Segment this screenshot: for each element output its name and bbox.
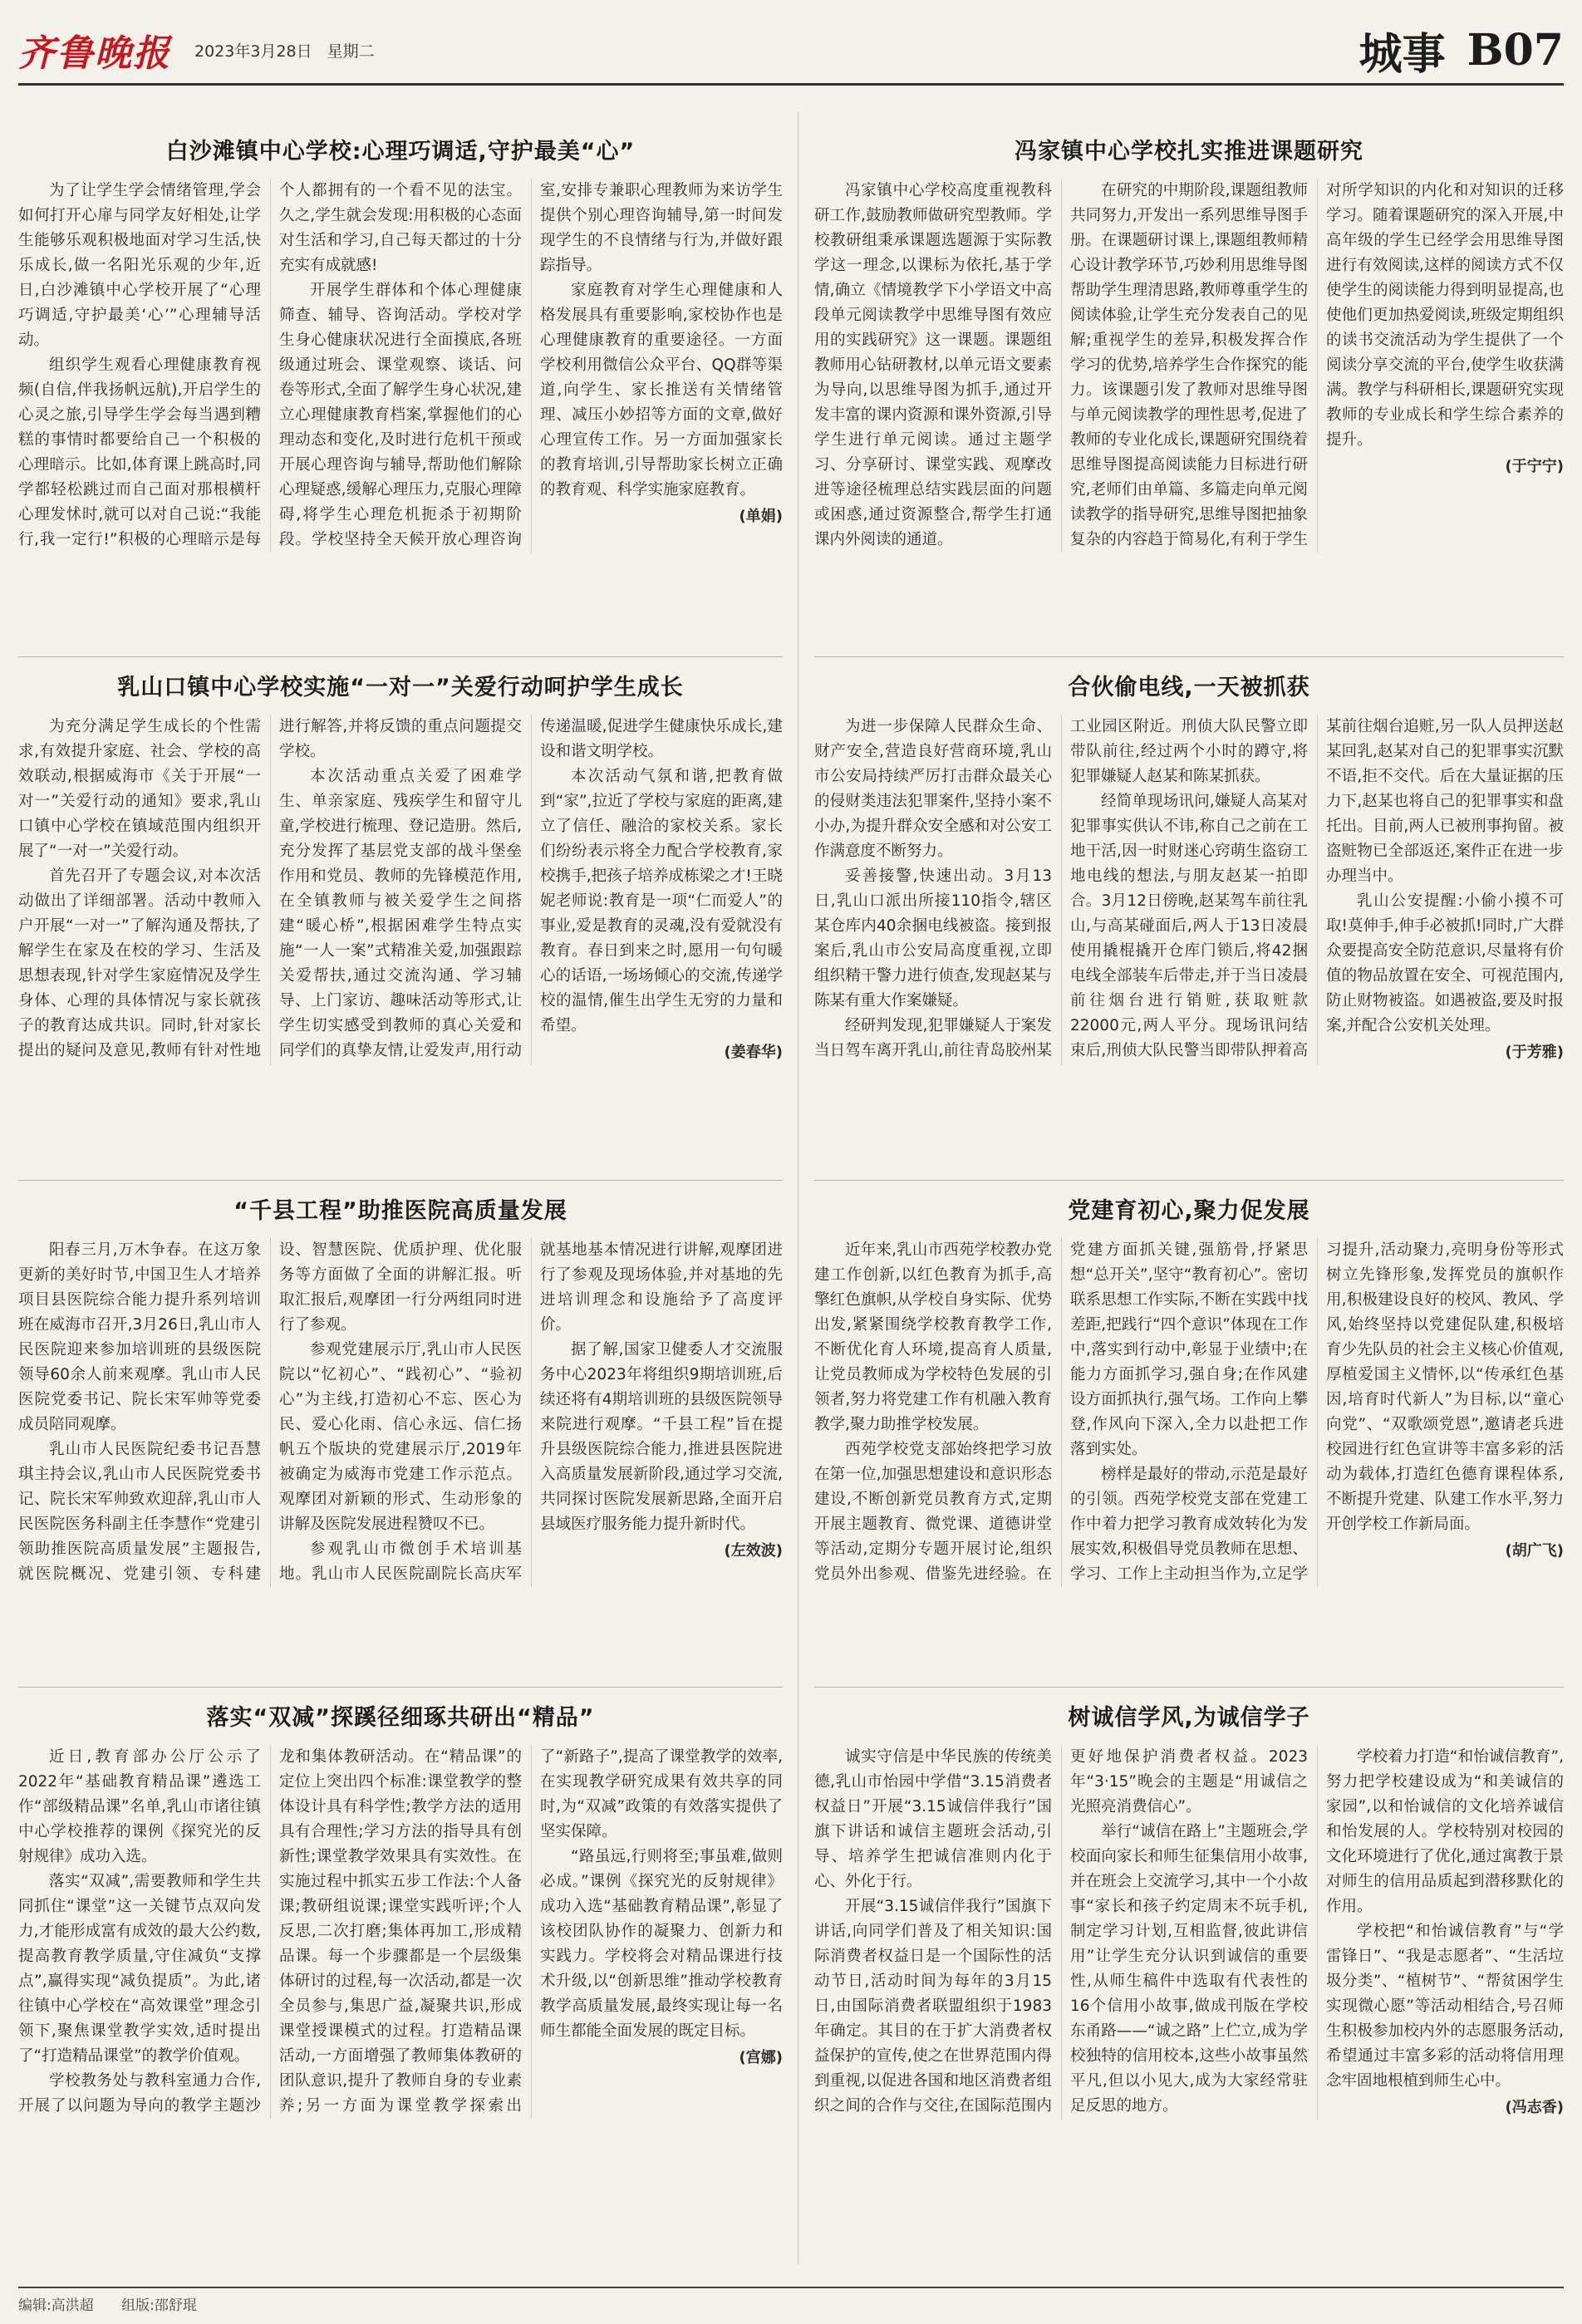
paragraph: 本次活动重点关爱了困难学生、单亲家庭、残疾学生和留守儿童,学校进行梳理、登记造册。然后,充分发挥了基层党支部的战斗堡垒作用和党员、教师的先锋模范作用,在全镇教师与被关爱学生之间搭建“暖心桥”,根据困难学生特点实施“一人一案”式精准关爱,加强跟踪关爱帮扶,通过交流沟通、学习辅导、上门家访、趣味活动等形式,让学生切实感受到教师的真心关爱和同学们的真挚友情,让爱发声,用行动传递温暖,促进学生健康快乐成长,建设和谐文明学校。 bbox=[279, 718, 783, 1059]
article-body bbox=[814, 179, 1564, 553]
paragraph: 学校教务处与教科室通力合作,开展了以问题为导向的教学主题沙龙和集体教研活动。在“精品课”的定位上突出四个标准:课堂教学的整体设计具有科学性;教学方法的适用具有合理性;学习方法的指导具有创新性;课堂教学效果具有实效性。在实施过程中抓实五步工作法:个人备课;教研组说课;课堂实践听评;个人反思,二次打磨;集体再加工,形成精品课。每一个步骤都是一个层级集体研讨的过程,每一次活动,都是一次全员参与,集思广益,凝聚共识,形成课堂授课模式的过程。打造精品课活动,一方面增强了教师集体教研的团队意识,提升了教师自身的专业素养;另一方面为课堂教学探索出了“新路子”,提高了课堂教学的效率,在实现教学研究成果有效共享的同时,为“双减”政策的有效落实提供了坚实保障。 bbox=[18, 1748, 783, 2115]
paragraph: 妥善接警,快速出动。3月13日,乳山口派出所接110指令,辖区某仓库内40余捆电线被盗。接到报案后,乳山市公安局高度重视,立即组织精干警力进行侦查,发现赵某与陈某有重大作案嫌疑。 bbox=[814, 867, 1052, 1010]
section-title: 城事 bbox=[1358, 28, 1446, 80]
divider bbox=[814, 1180, 1564, 1181]
divider bbox=[18, 1180, 783, 1181]
article-dangjian bbox=[814, 1192, 1564, 1674]
paragraph: 为了让学生学会情绪管理,学会如何打开心扉与同学友好相处,让学生能够乐观积极地面对学习生活,快乐成长,做一名阳光乐观的少年,近日,白沙滩镇中心学校开展了“心理巧调适,守护最美‘心’”心理辅导活动。 bbox=[18, 182, 261, 349]
article-body bbox=[18, 715, 783, 1065]
article-title: 白沙滩镇中心学校:心理巧调适,守护最美“心” bbox=[165, 139, 636, 165]
byline: (冯志香) bbox=[1505, 2099, 1564, 2116]
editor-credit: 编辑:高洪超 bbox=[18, 2297, 94, 2314]
paragraph: 乳山公安提醒:小偷小摸不可取!莫伸手,伸手必被抓!同时,广大群众要提高安全防范意识,尽量将有价值的物品放置在安全、可视范围内,防止财物被盗。如遇被盗,要及时报案,并配合公安机关处理。 bbox=[1326, 892, 1564, 1034]
article-title: 乳山口镇中心学校实施“一对一”关爱行动呵护学生成长 bbox=[117, 675, 684, 700]
paragraph: 乳山市人民医院纪委书记吾慧琪主持会议,乳山市人民医院党委书记、院长宋军帅致欢迎辞,乳山市人民医院医务科副主任李慧作“党建引领助推医院高质量发展”主题报告,就医院概况、党建引领、专科建设、智慧医院、优质护理、优化服务等方面做了全面的讲解汇报。听取汇报后,观摩团一行分两组同时进行了参观。 bbox=[18, 1241, 522, 1583]
article-body bbox=[814, 715, 1564, 1065]
byline: (于芳雅) bbox=[1505, 1044, 1564, 1061]
article-title: 党建育初心,聚力促发展 bbox=[1068, 1198, 1310, 1224]
paragraph: 西苑学校党支部始终把学习放在第一位,加强思想建设和意识形态建设,不断创新党员教育方式,定期开展主题教育、微党课、道德讲堂等活动,定期分专题开展讨论,组织党员外出参观、借鉴先进经验。在党建方面抓关键,强筋骨,抒紧思想“总开关”,坚守“教育初心”。密切联系思想工作实际,不断在实践中找差距,把践行“四个意识”体现在工作中,落实到行动中,彰显于业绩中;在能力方面抓学习,强自身;在作风建设方面抓执行,强气场。工作向上攀登,作风向下深入,全力以赴把工作落到实处。 bbox=[814, 1241, 1308, 1583]
article-body bbox=[814, 1238, 1564, 1587]
article-title: 合伙偷电线,一天被抓获 bbox=[1068, 675, 1310, 700]
paragraph: 参观党建展示厅,乳山市人民医院以“忆初心”、“践初心”、“验初心”为主线,打造初心不忘、医心为民、爱心化雨、信心永远、信仁扬帆五个版块的党建展示厅,2019年被确定为威海市党建工作示范点。观摩团对新颖的形式、生动形象的讲解及医院发展进程赞叹不已。 bbox=[279, 1341, 522, 1533]
byline: (胡广飞) bbox=[1505, 1542, 1564, 1560]
byline: (左效波) bbox=[724, 1542, 783, 1560]
article-rushankou bbox=[18, 669, 783, 1167]
paragraph: 阳春三月,万木争春。在这万象更新的美好时节,中国卫生人才培养项目县医院综合能力提升系列培训班在威海市召开,3月26日,乳山市人民医院迎来参加培训班的县级医院领导60余人前来观摩。乳山市人民医院党委书记、院长宋军帅等党委成员陪同观摩。 bbox=[18, 1241, 261, 1433]
paragraph: 开展学生群体和个体心理健康筛查、辅导、咨询活动。学校对学生身心健康状况进行全面摸底,各班级通过班会、课堂观察、谈话、问卷等形式,全面了解学生身心状况,建立心理健康教育档案,掌握他们的心理动态和变化,及时进行危机干预或开展心理咨询与辅导,帮助他们解除心理疑惑,缓解心理压力,克服心理障碍,将学生心理危机扼杀于初期阶段。学校坚持全天候开放心理咨询室,安排专兼职心理教师为来访学生提供个别心理咨询辅导,第一时间发现学生的不良情绪与行为,并做好跟踪指导。 bbox=[279, 182, 783, 548]
paragraph: 开展“3.15诚信伴我行”国旗下讲话,向同学们普及了相关知识:国际消费者权益日是一个国际性的活动节日,活动时间为每年的3月15日,由国际消费者联盟组织于1983年确定。其目的在于扩大消费者权益保护的宣传,使之在世界范围内得到重视,以促进各国和地区消费者组织之间的合作与交往,在国际范围内更好地保护消费者权益。2023年“3·15”晚会的主题是“用诚信之光照亮消费信心”。 bbox=[814, 1748, 1308, 2115]
paragraph: 举行“诚信在路上”主题班会,学校面向家长和师生征集信用小故事,并在班会上交流学习,其中一个小故事“家长和孩子约定周末不玩手机,制定学习计划,互相监督,彼此讲信用”让学生充分认识到诚信的重要性,从师生稿件中选取有代表性的16个信用小故事,做成刊版在学校东甬路——“诚之路”上伫立,成为学校独特的信用校本,这些小故事虽然平凡,但以小见大,成为大家经常驻足反思的地方。 bbox=[1070, 1823, 1308, 2115]
paragraph: 榜样是最好的带动,示范是最好的引领。西苑学校党支部在党建工作中着力把学习教育成效转化为发展实效,积极倡导党员教师在思想、学习、工作上主动担当作为,立足学习提升,活动聚力,亮明身份等形式树立先锋形象,发挥党员的旗帜作用,积极建设良好的校风、教风、学风,始终坚持以党建促队建,积极培育少先队员的社会主义核心价值观,厚植爱国主义情怀,以“传承红色基因,培育时代新人”为目标,以“童心向党”、“双歌颂党恩”,邀请老兵进校园进行红色宣讲等丰富多彩的活动为载体,打造红色德育课程体系,不断提升党建、队建工作水平,努力开创学校工作新局面。 bbox=[1070, 1241, 1564, 1583]
paragraph: 诚实守信是中华民族的传统美德,乳山市怡园中学借“3.15消费者权益日”开展“3.15诚信伴我行”国旗下讲话和诚信主题班会活动,引导、培养学生把诚信准则内化于心、外化于行。 bbox=[814, 1748, 1052, 1890]
byline: (于宁宁) bbox=[1505, 458, 1564, 475]
byline: (宫娜) bbox=[739, 2049, 783, 2066]
paragraph: 为充分满足学生成长的个性需求,有效提升家庭、社会、学校的高效联动,根据威海市《关于开展“一对一”关爱行动的通知》要求,乳山口镇中心学校在镇域范围内组织开展了“一对一”关爱行动。 bbox=[18, 718, 261, 860]
page-number: B07 bbox=[1467, 24, 1564, 76]
divider bbox=[18, 656, 783, 657]
article-title: “千县工程”助推医院高质量发展 bbox=[233, 1198, 567, 1224]
article-body bbox=[814, 1745, 1564, 2120]
article-body bbox=[18, 1238, 783, 1587]
paragraph: 在研究的中期阶段,课题组教师共同努力,开发出一系列思维导图手册。在课题研讨课上,课题组教师精心设计教学环节,巧妙利用思维导图帮助学生理清思路,教师尊重学生的阅读体验,让学生充分发表自己的见解;重视学生的差异,积极发挥合作学习的优势,培养学生合作探究的能力。该课题引发了教师对思维导图与单元阅读教学的理性思考,促进了教师的专业化成长,课题研究围绕着思维导图提高阅读能力目标进行研究,老师们由单篇、多篇走向单元阅读教学的指导研究,思维导图把抽象复杂的内容趋于简易化,有利于学生对所学知识的内化和对知识的迁移学习。随着课题研究的深入开展,中高年级的学生已经学会用思维导图进行有效阅读,这样的阅读方式不仅使学生的阅读能力得到明显提高,也使他们更加热爱阅读,班级定期组织的读书交流活动为学生提供了一个阅读分享交流的平台,使学生收获满满。教学与科研相长,课题研究实现教师的专业成长和学生综合素养的提升。 bbox=[1070, 182, 1564, 548]
paragraph: 参观乳山市微创手术培训基地。乳山市人民医院副院长高庆军就基地基本情况进行讲解,观摩团进行了参观及现场体验,并对基地的先进培训理念和设施给予了高度评价。 bbox=[279, 1241, 783, 1583]
paragraph: 组织学生观看心理健康教育视频(自信,伴我扬帆远航),开启学生的心灵之旅,引导学生学会每当遇到糟糕的事情时都要给自己一个积极的心理暗示。比如,体育课上跳高时,同学都轻松跳过而自己面对那根横杆心理发怵时,就可以对自己说:“我能行,我一定行!”积极的心理暗示是每个人都拥有的一个看不见的法宝。久之,学生就会发现:用积极的心态面对生活和学习,自己每天都过的十分充实有成就感! bbox=[18, 182, 522, 548]
paragraph: 为进一步保障人民群众生命、财产安全,营造良好营商环境,乳山市公安局持续严厉打击群众最关心的侵财类违法犯罪案件,坚持小案不小办,为提升群众安全感和对公安工作满意度不断努力。 bbox=[814, 718, 1052, 860]
byline: (单娟) bbox=[739, 508, 783, 525]
paragraph: 本次活动气氛和谐,把教育做到“家”,拉近了学校与家庭的距离,建立了信任、融洽的家校关系。家长们纷纷表示将全力配合学校教育,家校携手,把孩子培养成栋梁之才!王晓妮老师说:教育是一项“仁而爱人”的事业,爱是教育的灵魂,没有爱就没有教育。春日到来之时,愿用一句句暖心的话语,一场场倾心的交流,传递学校的温情,催生出学生无穷的力量和希望。 bbox=[540, 768, 783, 1034]
paragraph: 冯家镇中心学校高度重视教科研工作,鼓励教师做研究型教师。学校教研组秉承课题选题源于实际教学这一理念,以课标为依托,基于学情,确立《情境教学下小学语文中高段单元阅读教学中思维导图有效应用的实践研究》这一课题。课题组教师用心钻研教材,以单元语文要素为导向,以思维导图为抓手,通过开发丰富的课内资源和课外资源,引导学生进行单元阅读。通过主题学习、分享研讨、课堂实践、观摩改进等途径梳理总结实践层面的问题或困惑,通过资源整合,帮学生打通课内外阅读的通道。 bbox=[814, 182, 1052, 548]
article-shuangjian bbox=[18, 1699, 783, 2272]
paragraph: 近日,教育部办公厅公示了2022年“基础教育精品课”遴选工作“部级精品课”名单,乳山市诸往镇中心学校推荐的课例《探究光的反射规律》成功入选。 bbox=[18, 1748, 261, 1865]
issue-weekday: 星期二 bbox=[327, 42, 375, 61]
divider bbox=[814, 1687, 1564, 1688]
paragraph: 落实“双减”,需要教师和学生共同抓住“课堂”这一关键节点双向发力,才能形成富有成效的最大公约数,提高教育教学质量,守住减负“支撑点”,赢得实现“减负提质”。为此,诸往镇中心学校在“高效课堂”理念引领下,聚焦课堂教学实效,适时提出了“打造精品课堂”的教学价值观。 bbox=[18, 1873, 261, 2065]
article-chengxin bbox=[814, 1699, 1564, 2272]
article-qianxian bbox=[18, 1192, 783, 1674]
paragraph: 经简单现场讯问,嫌疑人高某对犯罪事实供认不讳,称自己之前在工地干活,因一时财迷心窍萌生盗窃工地电线的想法,与朋友赵某一拍即合。3月12日傍晚,赵某驾车前往乳山,与高某碰面后,两人于13日凌晨使用撬棍撬开仓库门锁后,将42捆电线全部装车后带走,并于当日凌晨前往烟台进行销赃,获取赃款22000元,两人平分。现场讯问结束后,刑侦大队民警当即带队押着高某前往烟台追赃,另一队人员押送赵某回乳,赵某对自己的犯罪事实沉默不语,拒不交代。后在大量证据的压力下,赵某也将自己的犯罪事实和盘托出。目前,两人已被刑事拘留。被盗赃物已全部返还,案件正在进一步办理当中。 bbox=[1070, 718, 1564, 1059]
paragraph: 据了解,国家卫健委人才交流服务中心2023年将组织9期培训班,后续还将有4期培训班的县级医院领导来院进行观摩。“千县工程”旨在提升县级医院综合能力,推进县医院进入高质量发展新阶段,通过学习交流,共同探讨医院发展新思路,全面开启县域医疗服务能力提升新时代。 bbox=[540, 1341, 783, 1533]
layout-credit: 组版:邵舒琨 bbox=[121, 2297, 197, 2314]
article-baishatan bbox=[18, 133, 783, 641]
paragraph: 家庭教育对学生心理健康和人格发展具有重要影响,家校协作也是心理健康教育的重要途径。一方面学校利用微信公众平台、QQ群等渠道,向学生、家长推送有关情绪管理、减压小妙招等方面的文章,做好心理宣传工作。另一方面加强家长的教育培训,引导帮助家长树立正确的教育观、科学实施家庭教育。 bbox=[540, 282, 783, 499]
article-title: 树诚信学风,为诚信学子 bbox=[1068, 1705, 1310, 1731]
issue-date: 2023年3月28日 bbox=[194, 42, 312, 61]
divider bbox=[814, 656, 1564, 657]
article-dianxian bbox=[814, 669, 1564, 1167]
paragraph: “路虽远,行则将至;事虽难,做则必成。”课例《探究光的反射规律》成功入选“基础教育精品课”,彰显了该校团队协作的凝聚力、创新力和实践力。学校将会对精品课进行技术升级,以“创新思维”推动学校教育教学高质量发展,最终实现让每一名师生都能全面发展的既定目标。 bbox=[540, 1848, 783, 2040]
byline: (姜春华) bbox=[724, 1044, 783, 1061]
article-fengjia bbox=[814, 133, 1564, 641]
paragraph: 近年来,乳山市西苑学校教办党建工作创新,以红色教育为抓手,高擎红色旗帜,从学校自身实际、优势出发,紧紧围绕学校教育教学工作,不断优化育人环境,提高育人质量,让党员教师成为学校特色发展的引领者,努力将党建工作有机融入教育教学,聚力助推学校发展。 bbox=[814, 1241, 1052, 1433]
paragraph: 学校把“和怡诚信教育”与“学雷锋日”、“我是志愿者”、“生活垃圾分类”、“植树节”、“帮贫困学生实现微心愿”等活动相结合,号召师生积极参加校内外的志愿服务活动,希望通过丰富多彩的活动将信用理念牢固地根植到师生心中。 bbox=[1326, 1923, 1564, 2090]
article-body bbox=[18, 1745, 783, 2119]
masthead bbox=[18, 18, 1564, 81]
article-body bbox=[18, 179, 783, 553]
divider bbox=[18, 1687, 783, 1688]
paragraph: 首先召开了专题会议,对本次活动做出了详细部署。活动中教师入户开展“一对一”了解沟通及帮扶,了解学生在家及在校的学习、生活及思想表现,针对学生家庭情况及学生身体、心理的具体情况与家长就孩子的教育达成共识。同时,针对家长提出的疑问及意见,教师有针对性地进行解答,并将反馈的重点问题提交学校。 bbox=[18, 718, 522, 1059]
paragraph: 经研判发现,犯罪嫌疑人于案发当日驾车离开乳山,前往青岛胶州某工业园区附近。刑侦大队民警立即带队前往,经过两个小时的蹲守,将犯罪嫌疑人赵某和陈某抓获。 bbox=[814, 718, 1308, 1059]
footer bbox=[18, 2287, 1564, 2318]
paragraph: 学校着力打造“和怡诚信教育”,努力把学校建设成为“和美诚信的家园”,以和怡诚信的文化培养诚信和怡发展的人。学校特别对校园的文化环境进行了优化,通过寓教于景对师生的信用品质起到潜移默化的作用。 bbox=[1326, 1748, 1564, 1915]
article-title: 落实“双减”探蹊径细琢共研出“精品” bbox=[206, 1705, 595, 1731]
top-rule bbox=[18, 83, 1564, 86]
article-title: 冯家镇中心学校扎实推进课题研究 bbox=[1015, 139, 1363, 165]
newspaper-logo: 齐鲁晚报 bbox=[18, 32, 171, 75]
